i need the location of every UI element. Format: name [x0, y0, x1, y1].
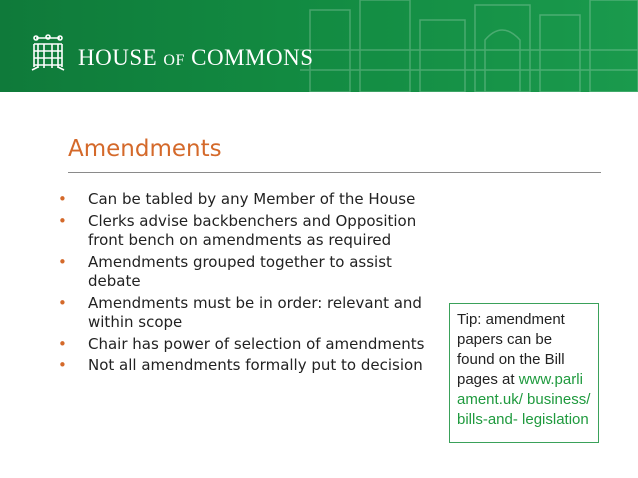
bullet-text: Amendments must be in order: relevant and within scope	[88, 293, 422, 331]
tip-text: Tip: amendment papers can be found on the Bill pages at	[457, 311, 565, 388]
bullet-item	[58, 335, 428, 355]
parliament-building-image	[300, 0, 638, 92]
bullet-dot: •	[58, 356, 67, 374]
brand-commons: COMMONS	[191, 45, 314, 70]
bullet-text: Clerks advise backbenchers and Opposition front bench on amendments as required	[88, 211, 417, 249]
bullet-item	[58, 190, 428, 210]
bullet-dot: •	[58, 334, 67, 353]
bullet-item	[58, 212, 428, 251]
bullet-dot: •	[58, 190, 67, 208]
brand-of: OF	[163, 52, 185, 69]
bullet-item	[58, 356, 428, 376]
slide-title: Amendments	[68, 136, 222, 162]
bullet-text: Chair has power of selection of amendments	[88, 334, 425, 353]
portcullis-icon	[30, 34, 66, 72]
bullet-text: Amendments grouped together to assist debate	[88, 252, 392, 290]
bullet-dot: •	[58, 252, 67, 271]
bullet-dot: •	[58, 211, 67, 230]
tip-box	[449, 303, 599, 443]
bullet-item	[58, 253, 428, 292]
title-divider	[68, 172, 601, 173]
bullet-item	[58, 294, 428, 333]
tip-link[interactable]: www.parliament.uk/ business/bills-and- legislation	[457, 371, 591, 428]
bullet-text: Not all amendments formally put to decision	[88, 356, 423, 374]
brand-wordmark	[78, 45, 314, 71]
bullet-list	[58, 190, 428, 378]
bullet-text: Can be tabled by any Member of the House	[88, 190, 416, 208]
brand-house: HOUSE	[78, 45, 158, 70]
header-banner	[0, 0, 638, 92]
bullet-dot: •	[58, 293, 67, 312]
